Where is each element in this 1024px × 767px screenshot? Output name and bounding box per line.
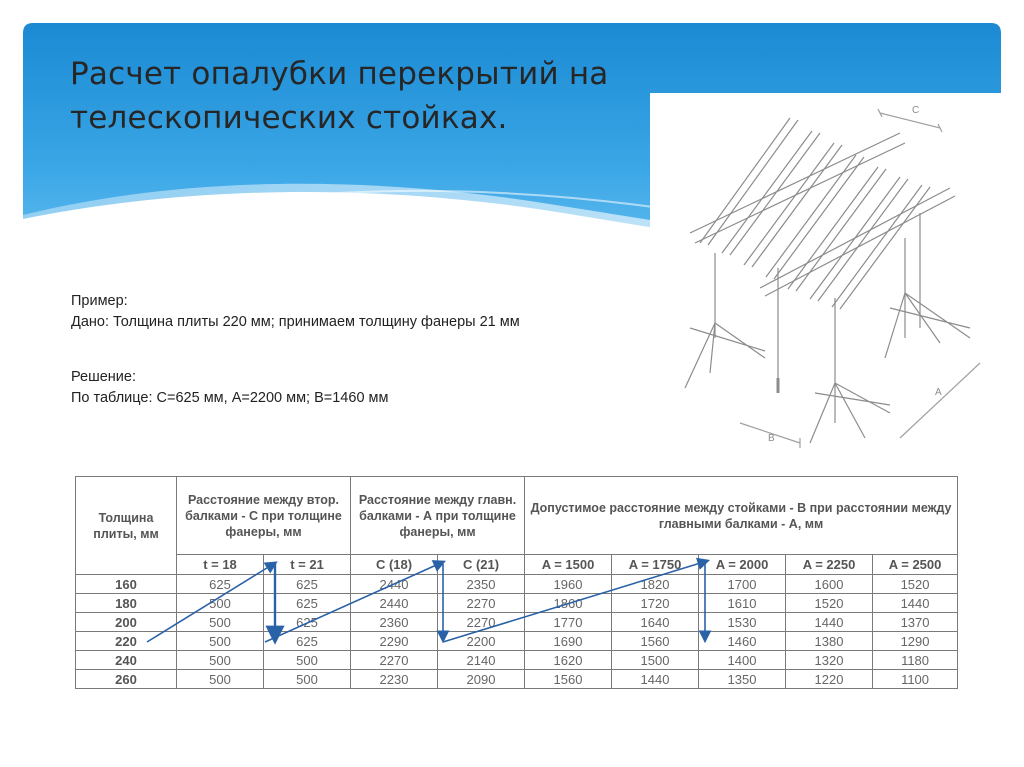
value-cell: 500	[177, 632, 264, 651]
header-thickness: Толщина плиты, мм	[76, 477, 177, 575]
value-cell: 1380	[786, 632, 873, 651]
value-cell: 625	[264, 575, 351, 594]
table-row	[76, 613, 958, 632]
thickness-cell: 200	[76, 613, 177, 632]
example-label: Пример:	[71, 293, 128, 309]
value-cell: 1440	[873, 594, 958, 613]
subheader-row	[76, 555, 958, 575]
value-cell: 500	[177, 670, 264, 689]
value-cell: 1860	[525, 594, 612, 613]
value-cell: 1460	[699, 632, 786, 651]
thickness-cell: 160	[76, 575, 177, 594]
value-cell: 500	[264, 670, 351, 689]
subheader-cell: A = 2500	[873, 555, 958, 575]
thickness-cell: 240	[76, 651, 177, 670]
table-row	[76, 632, 958, 651]
given-text: Дано: Толщина плиты 220 мм; принимаем толщину фанеры 21 мм	[71, 314, 520, 330]
value-cell: 1770	[525, 613, 612, 632]
value-cell: 500	[264, 651, 351, 670]
header-group-a: Расстояние между главн. балками - А при толщине фанеры, мм	[351, 477, 525, 555]
table-row	[76, 670, 958, 689]
value-cell: 1520	[873, 575, 958, 594]
subheader-cell: A = 2250	[786, 555, 873, 575]
value-cell: 1350	[699, 670, 786, 689]
subheader-cell: C (18)	[351, 555, 438, 575]
value-cell: 1610	[699, 594, 786, 613]
value-cell: 1560	[612, 632, 699, 651]
value-cell: 1560	[525, 670, 612, 689]
example-block	[71, 291, 520, 333]
value-cell: 2140	[438, 651, 525, 670]
value-cell: 1440	[786, 613, 873, 632]
value-cell: 625	[264, 594, 351, 613]
subheader-cell: A = 1500	[525, 555, 612, 575]
thickness-cell: 180	[76, 594, 177, 613]
table-row	[76, 651, 958, 670]
value-cell: 1290	[873, 632, 958, 651]
subheader-cell: A = 2000	[699, 555, 786, 575]
value-cell: 1500	[612, 651, 699, 670]
value-cell: 1700	[699, 575, 786, 594]
value-cell: 1600	[786, 575, 873, 594]
solution-label: Решение:	[71, 369, 136, 385]
value-cell: 625	[264, 632, 351, 651]
value-cell: 2270	[351, 651, 438, 670]
solution-text: По таблице: С=625 мм, А=2200 мм; В=1460 мм	[71, 390, 389, 406]
value-cell: 2350	[438, 575, 525, 594]
value-cell: 625	[177, 575, 264, 594]
dimension-label-a: A	[935, 387, 942, 398]
dimension-label-c: C	[912, 105, 920, 116]
value-cell: 1100	[873, 670, 958, 689]
value-cell: 1640	[612, 613, 699, 632]
value-cell: 2290	[351, 632, 438, 651]
subheader-cell: A = 1750	[612, 555, 699, 575]
value-cell: 1530	[699, 613, 786, 632]
page-title: Расчет опалубки перекрытий на телескопических стойках.	[70, 56, 609, 136]
value-cell: 1400	[699, 651, 786, 670]
value-cell: 1960	[525, 575, 612, 594]
table-row	[76, 575, 958, 594]
value-cell: 2270	[438, 594, 525, 613]
value-cell: 1820	[612, 575, 699, 594]
value-cell: 1520	[786, 594, 873, 613]
value-cell: 2360	[351, 613, 438, 632]
value-cell: 2270	[438, 613, 525, 632]
header-group-b: Допустимое расстояние между стойками - В при расстоянии между главными балками - А, мм	[525, 477, 958, 555]
dimension-label-b: B	[768, 433, 775, 444]
value-cell: 2440	[351, 575, 438, 594]
value-cell: 2230	[351, 670, 438, 689]
value-cell: 1440	[612, 670, 699, 689]
value-cell: 500	[177, 594, 264, 613]
value-cell: 2440	[351, 594, 438, 613]
scaffold-illustration	[650, 93, 1024, 475]
value-cell: 1320	[786, 651, 873, 670]
subheader-cell: t = 18	[177, 555, 264, 575]
value-cell: 1180	[873, 651, 958, 670]
value-cell: 2200	[438, 632, 525, 651]
value-cell: 1220	[786, 670, 873, 689]
value-cell: 1620	[525, 651, 612, 670]
thickness-cell: 260	[76, 670, 177, 689]
value-cell: 500	[177, 613, 264, 632]
value-cell: 2090	[438, 670, 525, 689]
value-cell: 1690	[525, 632, 612, 651]
value-cell: 1720	[612, 594, 699, 613]
formwork-table-wrap	[75, 476, 957, 690]
value-cell: 1370	[873, 613, 958, 632]
value-cell: 625	[264, 613, 351, 632]
solution-block	[71, 367, 388, 409]
subheader-cell: t = 21	[264, 555, 351, 575]
table-row	[76, 594, 958, 613]
table-body	[76, 575, 958, 689]
thickness-cell: 220	[76, 632, 177, 651]
header-group-c: Расстояние между втор. балками - С при толщине фанеры, мм	[177, 477, 351, 555]
formwork-table	[75, 476, 958, 689]
value-cell: 500	[177, 651, 264, 670]
subheader-cell: C (21)	[438, 555, 525, 575]
